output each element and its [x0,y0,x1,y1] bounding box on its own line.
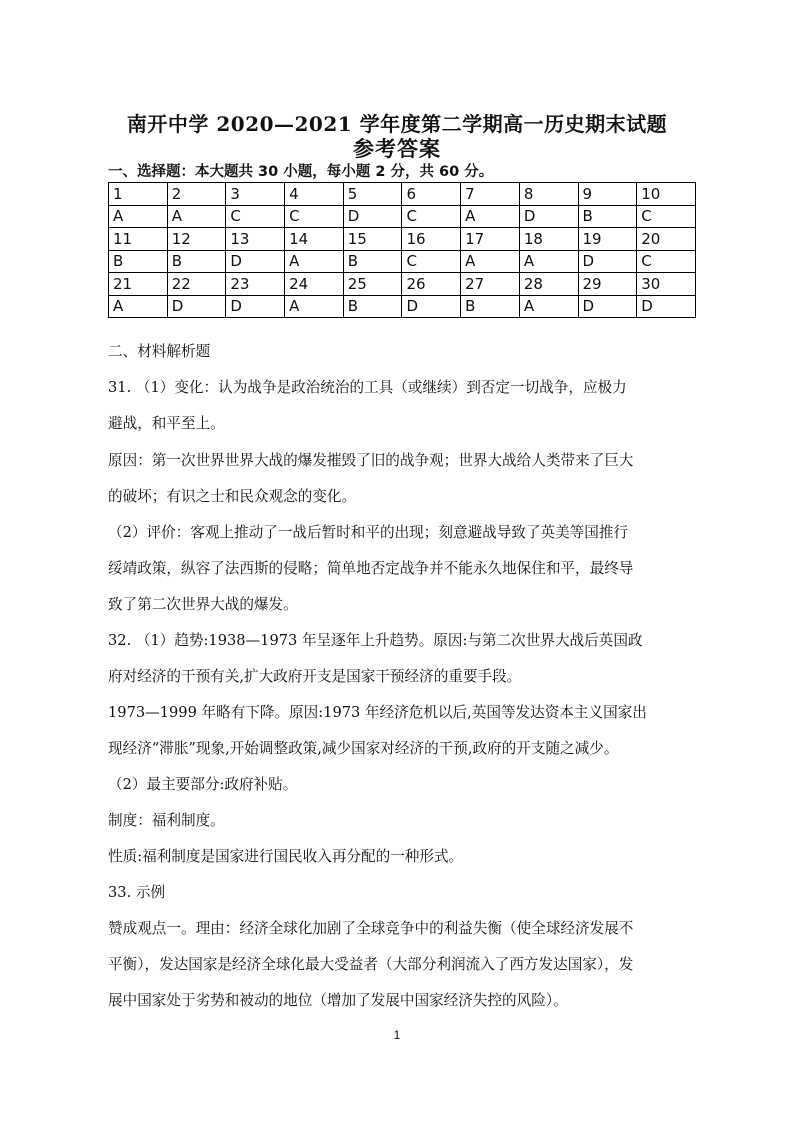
question-number-cell: 5 [343,183,402,206]
question-number-row [109,273,696,296]
answer-line: 平衡），发达国家是经济全球化最大受益者（大部分利润流入了西方发达国家），发 [108,956,634,973]
answer-cell: B [343,295,402,318]
page-number: 1 [393,1028,401,1042]
question-number-cell: 12 [167,228,226,251]
question-number-cell: 18 [519,228,578,251]
answer-cell: D [578,250,637,273]
question-number-cell: 28 [519,273,578,296]
question-number-cell: 17 [461,228,520,251]
question-number-cell: 14 [285,228,344,251]
answer-line: 赞成观点一。理由：经济全球化加剧了全球竞争中的利益失衡（使全球经济发展不 [108,920,634,937]
question-number-cell: 25 [343,273,402,296]
answer-cell: A [285,250,344,273]
answer-cell: C [226,205,285,228]
question-number-cell: 22 [167,273,226,296]
answer-table [108,182,696,318]
answer-cell: B [578,205,637,228]
question-number-cell: 1 [109,183,168,206]
answer-cell: C [402,205,461,228]
question-number-cell: 8 [519,183,578,206]
section-one-heading: 一、选择题：本大题共 30 小题，每小题 2 分，共 60 分。 [108,164,494,180]
question-number-cell: 21 [109,273,168,296]
answer-cell: C [402,250,461,273]
answer-cell: D [226,295,285,318]
answer-cell: D [343,205,402,228]
answer-line: （2）评价：客观上推动了一战后暂时和平的出现；刻意避战导致了英美等国推行 [108,524,629,541]
answer-cell: A [461,250,520,273]
question-number-cell: 24 [285,273,344,296]
answer-cell: B [167,250,226,273]
question-number-cell: 15 [343,228,402,251]
answer-cell: D [578,295,637,318]
answer-line: 现经济“滞胀”现象,开始调整政策,减少国家对经济的干预,政府的开支随之减少。 [108,740,619,757]
answer-line: 绥靖政策，纵容了法西斯的侵略；简单地否定战争并不能永久地保住和平，最终导 [108,560,634,577]
section-two-heading: 二、材料解析题 [108,343,211,360]
answer-row [109,295,696,318]
answer-cell: B [343,250,402,273]
question-number-cell: 10 [637,183,696,206]
document-title: 南开中学 2020—2021 学年度第二学期高一历史期末试题 [126,112,668,136]
answer-cell: A [109,295,168,318]
answer-line: 33. 示例 [108,884,166,901]
answer-line: 31. （1）变化：认为战争是政治统治的工具（或继续）到否定一切战争，应极力 [108,379,627,396]
answer-line: 避战，和平至上。 [108,415,225,432]
document-subtitle: 参考答案 [353,136,441,161]
answer-cell: A [109,205,168,228]
answer-cell: A [461,205,520,228]
answer-cell: B [461,295,520,318]
answer-line: 32. （1）趋势:1938—1973 年呈逐年上升趋势。原因:与第二次世界大战后英国政 [108,632,643,649]
answer-row [109,250,696,273]
question-number-cell: 9 [578,183,637,206]
question-number-cell: 20 [637,228,696,251]
question-number-cell: 29 [578,273,637,296]
question-number-cell: 26 [402,273,461,296]
question-number-cell: 2 [167,183,226,206]
answer-line: 原因：第一次世界世界大战的爆发摧毁了旧的战争观；世界大战给人类带来了巨大 [108,452,634,469]
answer-cell: D [519,205,578,228]
question-number-row [109,228,696,251]
answer-row [109,205,696,228]
answer-cell: D [226,250,285,273]
question-number-cell: 16 [402,228,461,251]
answer-cell: C [637,250,696,273]
question-number-cell: 13 [226,228,285,251]
answer-line: 展中国家处于劣势和被动的地位（增加了发展中国家经济失控的风险）。 [108,992,568,1009]
question-number-cell: 6 [402,183,461,206]
answer-cell: C [637,205,696,228]
question-number-cell: 27 [461,273,520,296]
answer-cell: D [167,295,226,318]
answer-cell: C [285,205,344,228]
answer-line: 制度：福利制度。 [108,812,225,829]
question-number-cell: 11 [109,228,168,251]
answer-line: 致了第二次世界大战的爆发。 [108,596,298,613]
answer-cell: A [167,205,226,228]
question-number-row [109,183,696,206]
question-number-cell: 23 [226,273,285,296]
answer-cell: A [519,295,578,318]
answer-line: 府对经济的干预有关,扩大政府开支是国家干预经济的重要手段。 [108,668,522,685]
answer-line: （2）最主要部分:政府补贴。 [108,776,298,793]
answer-line: 性质:福利制度是国家进行国民收入再分配的一种形式。 [108,848,464,865]
question-number-cell: 30 [637,273,696,296]
answer-line: 的破坏；有识之士和民众观念的变化。 [108,488,357,505]
answer-cell: D [637,295,696,318]
answer-cell: B [109,250,168,273]
question-number-cell: 3 [226,183,285,206]
answer-cell: A [519,250,578,273]
question-number-cell: 19 [578,228,637,251]
answer-cell: A [285,295,344,318]
answer-cell: D [402,295,461,318]
question-number-cell: 7 [461,183,520,206]
answer-line: 1973—1999 年略有下降。原因:1973 年经济危机以后,英国等发达资本主义国家出 [108,704,647,721]
question-number-cell: 4 [285,183,344,206]
